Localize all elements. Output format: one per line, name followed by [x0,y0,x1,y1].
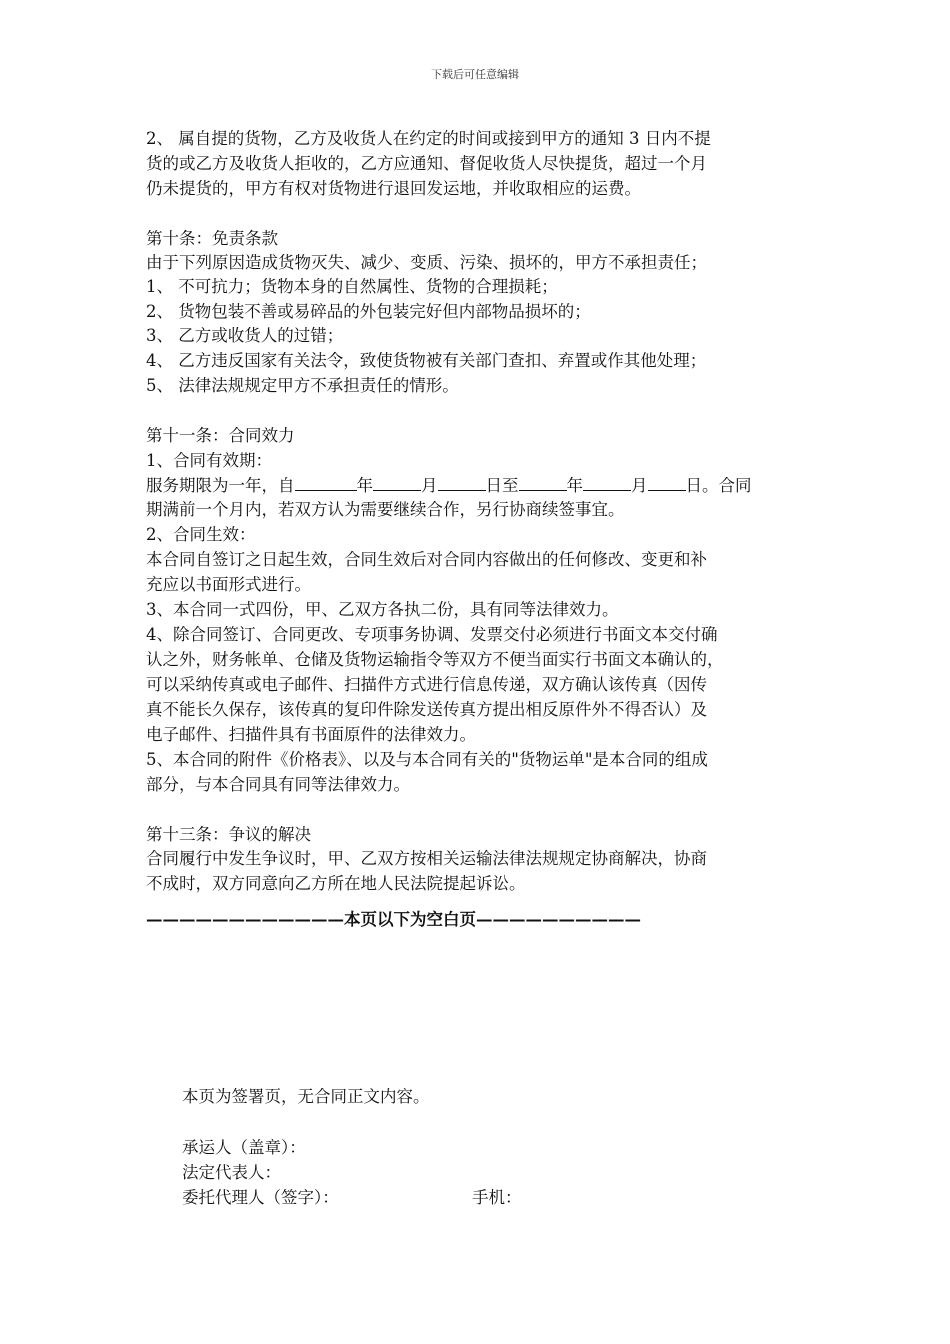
term-text-year: 年 [356,476,373,495]
clause-10-item-1: 1、 不可抗力；货物本身的自然属性、货物的合理损耗； [146,277,558,296]
clause-10-item-3: 3、 乙方或收货人的过错； [146,326,344,345]
clause-10-item-2: 2、 货物包装不善或易碎品的外包装完好但内部物品损坏的； [146,302,591,321]
clause-10-item-5: 5、 法律法规规定甲方不承担责任的情形。 [146,376,459,395]
effect-line-1: 本合同自签订之日起生效，合同生效后对合同内容做出的任何修改、变更和补 [146,550,707,569]
clause-10-intro: 由于下列原因造成货物灭失、减少、变质、污染、损坏的，甲方不承担责任； [146,253,707,272]
blank-start-month[interactable] [373,472,421,491]
legal-rep-label: 法定代表人： [182,1163,281,1182]
page-header: 下载后可任意编辑 [431,68,519,81]
clause-10-item-4: 4、 乙方违反国家有关法令，致使货物被有关部门查扣、弃置或作其他处理； [146,351,707,370]
carrier-seal-label: 承运人（盖章）： [182,1138,306,1157]
blank-end-day[interactable] [648,472,686,491]
effect-heading: 2、合同生效： [146,525,256,544]
blank-page-divider: ————————————本页以下为空白页—————————— [146,910,641,929]
clause-9-line-3: 仍未提货的，甲方有权对货物进行退回发运地，并收取相应的运费。 [146,179,641,198]
item-4-line-4: 真不能长久保存，该传真的复印件除发送传真方提出相反原件外不得否认）及 [146,700,707,719]
term-text-from: 服务期限为一年，自 [146,476,295,495]
item-4-line-2: 认之外，财务帐单、仓储及货物运输指令等双方不便当面实行书面文本确认的， [146,650,724,669]
blank-end-month[interactable] [583,472,631,491]
term-line-2: 期满前一个月内，若双方认为需要继续合作，另行协商续签事宜。 [146,500,625,519]
term-text-month-2: 月 [631,476,648,495]
term-heading: 1、合同有效期： [146,451,272,470]
clause-11-title: 第十一条：合同效力 [146,426,295,445]
signature-note: 本页为签署页，无合同正文内容。 [182,1087,430,1106]
item-5-line-2: 部分，与本合同具有同等法律效力。 [146,775,410,794]
term-text-month: 月 [421,476,438,495]
blank-end-year[interactable] [519,472,567,491]
agent-signature-label: 委托代理人（签字）： [182,1188,339,1207]
clause-13-title: 第十三条：争议的解决 [146,825,311,844]
copies-line: 3、本合同一式四份，甲、乙双方各执二份，具有同等法律效力。 [146,600,619,619]
clause-9-line-2: 货的或乙方及收货人拒收的，乙方应通知、督促收货人尽快提货，超过一个月 [146,154,707,173]
item-4-line-1: 4、除合同签订、合同更改、专项事务协调、发票交付必须进行书面文本交付确 [146,625,718,644]
clause-13-line-1: 合同履行中发生争议时，甲、乙双方按相关运输法律法规规定协商解决，协商 [146,849,707,868]
item-4-line-3: 可以采纳传真或电子邮件、扫描件方式进行信息传递，双方确认该传真（因传 [146,675,707,694]
term-line-1 [146,472,752,499]
item-4-line-5: 电子邮件、扫描件具有书面原件的法律效力。 [146,725,476,744]
clause-13-line-2: 不成时，双方同意向乙方所在地人民法院提起诉讼。 [146,874,526,893]
item-5-line-1: 5、本合同的附件《价格表》、以及与本合同有关的"货物运单"是本合同的组成 [146,750,708,769]
blank-start-year[interactable] [295,472,357,491]
clause-10-title: 第十条：免责条款 [146,229,278,248]
term-text-end: 日。合同 [685,476,752,495]
phone-label: 手机： [472,1188,522,1207]
term-text-year-2: 年 [566,476,583,495]
clause-9-line-1: 2、 属自提的货物，乙方及收货人在约定的时间或接到甲方的通知 3 日内不提 [146,129,711,148]
blank-start-day[interactable] [438,472,486,491]
effect-line-2: 充应以书面形式进行。 [146,575,311,594]
term-text-day-to: 日至 [485,476,519,495]
